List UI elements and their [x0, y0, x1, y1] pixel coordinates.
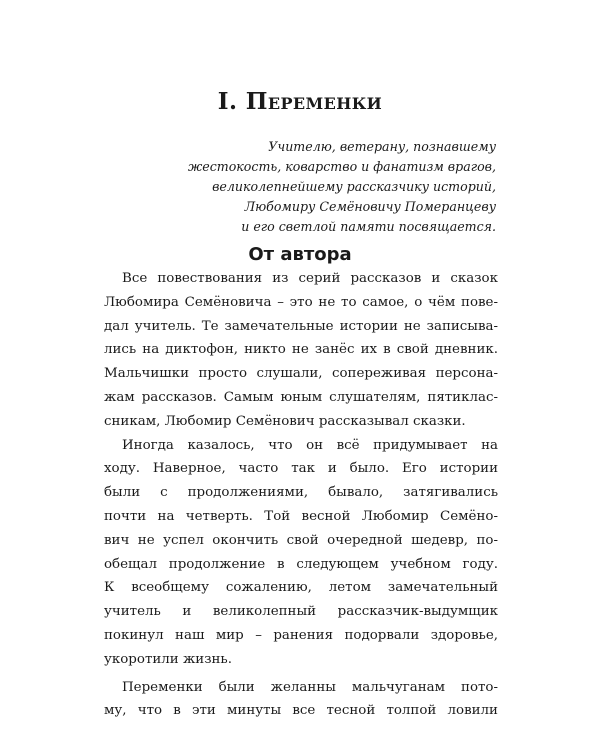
section-heading: От автора	[248, 244, 352, 265]
dedication-line: Учителю, ветерану, познавшему	[268, 139, 496, 154]
dedication-line: и его светлой памяти посвящается.	[241, 219, 496, 234]
text-line: обещал продолжение в следующем учебном году.	[104, 556, 498, 572]
dedication-line: Любомиру Семёновичу Померанцеву	[244, 199, 496, 214]
text-line: учитель и великолепный рассказчик-выдумщик	[104, 604, 498, 620]
text-line: Иногда казалось, что он всё придумывает на	[122, 437, 498, 453]
text-line: лись на диктофон, никто не занёс их в свой дневник.	[104, 342, 498, 358]
dedication	[96, 137, 496, 237]
text-line: му, что в эти минуты все тесной толпой ловили	[104, 703, 498, 719]
text-line: жам рассказов. Самым юным слушателям, пятиклас-	[104, 389, 498, 405]
body-text	[104, 267, 498, 723]
dedication-line: жестокость, коварство и фанатизм врагов,	[187, 159, 496, 174]
text-line: дал учитель. Те замечательные истории не записыва-	[104, 318, 498, 334]
text-line: сникам, Любомир Семёнович рассказывал сказки.	[104, 413, 466, 429]
dedication-line: великолепнейшему рассказчику историй,	[212, 179, 496, 194]
text-line: Все повествования из серий рассказов и сказок	[122, 271, 498, 286]
text-line: Любомира Семёновича – это не то самое, о чём пове-	[104, 294, 498, 310]
text-line: вич не успел окончить свой очередной шедевр, по-	[104, 532, 498, 548]
text-line: были с продолжениями, бывало, затягивались	[104, 485, 498, 501]
chapter-title: I. Переменки	[217, 88, 383, 115]
text-line: Переменки были желанны мальчуганам пото-	[122, 679, 498, 695]
text-line: К всеобщему сожалению, летом замечательный	[104, 580, 498, 596]
text-line: почти на четверть. Той весной Любомир Семёно-	[104, 508, 498, 524]
text-line: покинул наш мир – ранения подорвали здоровье,	[104, 627, 498, 643]
text-line: Мальчишки просто слушали, сопереживая персона-	[104, 366, 498, 382]
text-line: ходу. Наверное, часто так и было. Его истории	[104, 461, 498, 477]
text-line: укоротили жизнь.	[104, 651, 232, 667]
